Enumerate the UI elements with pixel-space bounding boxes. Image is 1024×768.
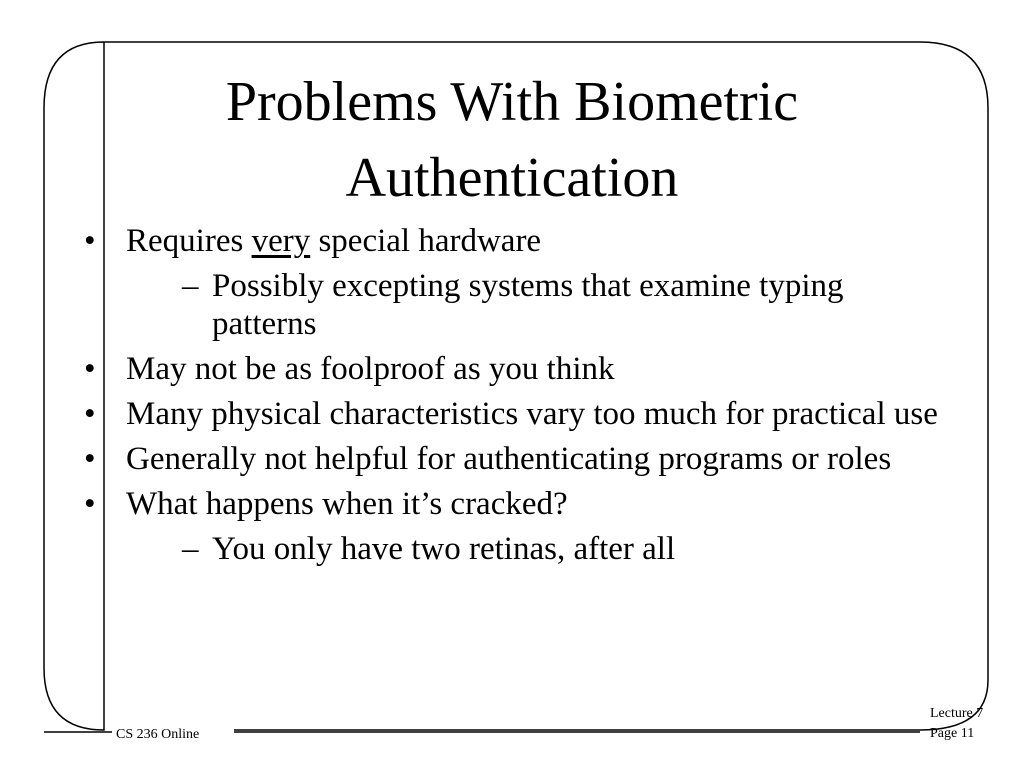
footer-page-info xyxy=(930,704,983,744)
bullet-item xyxy=(84,350,954,388)
bullet-text: What happens when it’s cracked? xyxy=(126,486,568,522)
dash-mark: – xyxy=(182,531,199,567)
bullet-text-pre: Requires xyxy=(126,223,252,259)
footer-page: Page 11 xyxy=(930,726,975,741)
dash-mark: – xyxy=(182,268,199,304)
bullet-mark: • xyxy=(84,486,96,522)
sub-bullet-text: You only have two retinas, after all xyxy=(212,531,676,567)
bullet-item xyxy=(84,222,954,343)
bullet-text-post: special hardware xyxy=(310,223,542,259)
bullet-item xyxy=(84,440,954,478)
bullet-text: Generally not helpful for authenticating programs or roles xyxy=(126,441,892,477)
sub-bullet-item xyxy=(170,530,954,568)
sub-bullet-text: Possibly excepting systems that examine typing patterns xyxy=(212,268,844,342)
bullet-text-emphasis: very xyxy=(251,223,311,259)
bullet-item xyxy=(84,485,954,568)
footer-course: CS 236 Online xyxy=(116,727,200,742)
bullet-text: Many physical characteristics vary too much for practical use xyxy=(126,396,938,432)
slide-title xyxy=(60,64,964,216)
footer-lecture: Lecture 7 xyxy=(930,706,984,721)
bullet-mark: • xyxy=(84,441,96,477)
bullet-mark: • xyxy=(84,351,96,387)
bullet-list xyxy=(84,222,954,575)
bullet-mark: • xyxy=(84,223,96,259)
bullet-mark: • xyxy=(84,396,96,432)
bullet-text: May not be as foolproof as you think xyxy=(126,351,615,387)
sub-bullet-item xyxy=(170,267,954,343)
bullet-item xyxy=(84,395,954,433)
title-line-2: Authentication xyxy=(345,147,679,209)
title-line-1: Problems With Biometric xyxy=(225,71,799,133)
